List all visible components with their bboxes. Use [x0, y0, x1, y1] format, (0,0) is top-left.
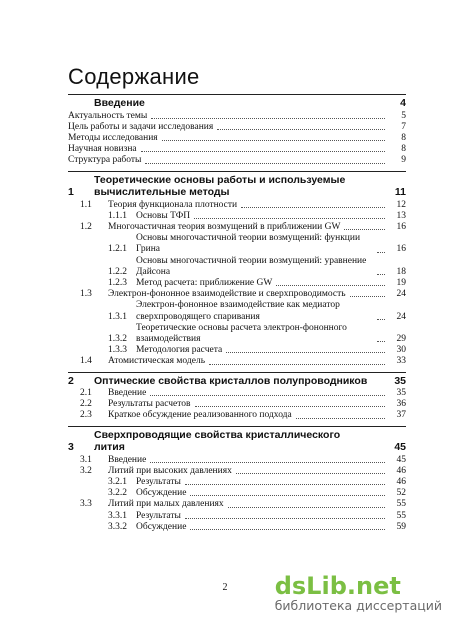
toc-page: 19 [396, 277, 406, 288]
toc-number: 1.3.1 [108, 311, 127, 322]
toc-entry[interactable] [68, 466, 406, 477]
dot-leader [377, 274, 385, 275]
toc-entry[interactable] [68, 345, 406, 356]
toc-title: Основы многочастичной теории возмущений: уравнение Дайсона [136, 255, 369, 277]
dot-leader [195, 406, 386, 407]
toc-number: 2 [68, 374, 74, 387]
toc-number: 3.2.2 [108, 488, 127, 499]
toc-section [68, 426, 406, 533]
toc-page: 35 [394, 374, 406, 387]
toc-page: 12 [396, 199, 406, 210]
dot-leader [194, 218, 385, 219]
toc-page: 33 [396, 356, 406, 367]
toc-page: 9 [401, 155, 406, 166]
toc-entry[interactable] [68, 111, 406, 122]
toc-page: 46 [396, 477, 406, 488]
dot-leader [350, 296, 385, 297]
toc-entry[interactable] [68, 122, 406, 133]
toc-title: Актуальность темы [68, 110, 148, 121]
toc-number: 1.2 [80, 221, 92, 232]
toc-chapter-entry[interactable] [68, 375, 406, 388]
dot-leader [217, 129, 385, 130]
toc-title: Результаты расчетов [108, 399, 191, 410]
toc-title: Введение [94, 97, 145, 109]
toc-page: 5 [401, 110, 406, 121]
toc-title: Краткое обсуждение реализованного подхода [108, 410, 292, 421]
toc-page: 18 [396, 266, 406, 277]
toc-title: Атомистическая модель [108, 356, 206, 367]
toc-page: 45 [394, 441, 406, 454]
toc-number: 2.1 [80, 388, 92, 399]
toc-entry[interactable] [68, 499, 406, 510]
toc-title: Обсуждение [136, 488, 187, 499]
toc-title: Многочастичная теория возмущений в приближении GW [108, 221, 341, 232]
toc-entry[interactable] [68, 488, 406, 499]
toc-section [68, 171, 406, 368]
dot-leader [226, 352, 385, 353]
toc-page: 55 [396, 510, 406, 521]
toc-number: 1 [68, 186, 74, 199]
dot-leader [377, 341, 385, 342]
toc-title: Структура работы [68, 155, 142, 166]
toc-page: 30 [396, 345, 406, 356]
toc-number: 3.1 [80, 454, 92, 465]
toc-number: 1.2.1 [108, 244, 127, 255]
page-number: 2 [222, 582, 228, 593]
dot-leader [190, 529, 385, 530]
toc-page: 24 [396, 289, 406, 300]
toc-entry[interactable] [68, 144, 406, 155]
toc-chapter-entry[interactable] [68, 97, 406, 110]
toc-title: Научная новизна [68, 144, 137, 155]
toc-title: Цель работы и задачи исследования [68, 121, 214, 132]
toc-entry[interactable] [68, 388, 406, 399]
dot-leader [377, 252, 385, 253]
toc-page: 36 [396, 399, 406, 410]
dot-leader [185, 518, 385, 519]
watermark-tagline: библиотека диссертаций [274, 598, 442, 613]
dot-leader [185, 484, 385, 485]
toc-entry[interactable] [68, 477, 406, 488]
toc-entry[interactable] [68, 300, 406, 322]
toc-page: 59 [396, 521, 406, 532]
toc-entry[interactable] [68, 200, 406, 211]
toc-title: Результаты [136, 477, 181, 488]
table-of-contents [68, 94, 406, 533]
dot-leader [241, 207, 385, 208]
dot-leader [209, 364, 385, 365]
toc-page: 8 [401, 132, 406, 143]
toc-title: Электрон-фононное взаимодействие как медиатор сверхпроводящего спаривания [136, 300, 343, 322]
toc-title: Литий при малых давлениях [108, 499, 224, 510]
toc-entry[interactable] [68, 256, 406, 278]
toc-section [68, 94, 406, 167]
toc-page: 4 [400, 97, 406, 109]
toc-page: 55 [396, 499, 406, 510]
toc-title: Оптические свойства кристаллов полупроводников [94, 374, 368, 387]
toc-title: Методы исследования [68, 132, 158, 143]
toc-title: Теория функционала плотности [108, 199, 238, 210]
toc-number: 1.1.1 [108, 210, 127, 221]
toc-number: 3 [68, 441, 74, 454]
dot-leader [190, 495, 385, 496]
toc-page: 35 [396, 388, 406, 399]
toc-page: 29 [396, 333, 406, 344]
toc-number: 1.4 [80, 356, 92, 367]
toc-entry[interactable] [68, 356, 406, 367]
toc-page: 16 [396, 244, 406, 255]
toc-title: Сверхпроводящие свойства кристаллического лития [94, 428, 344, 454]
toc-title: Теоретические основы расчета электрон-фононного взаимодействия [136, 322, 350, 344]
toc-page: 8 [401, 144, 406, 155]
toc-page: 46 [396, 465, 406, 476]
toc-number: 3.3 [80, 499, 92, 510]
dot-leader [296, 418, 385, 419]
toc-title: Введение [108, 388, 147, 399]
toc-number: 1.2.3 [108, 277, 127, 288]
toc-entry[interactable] [68, 278, 406, 289]
toc-number: 2.3 [80, 410, 92, 421]
toc-title: Результаты [136, 510, 181, 521]
toc-entry[interactable] [68, 410, 406, 421]
toc-page: 11 [394, 186, 406, 199]
toc-entry[interactable] [68, 511, 406, 522]
toc-number: 3.3.1 [108, 510, 127, 521]
toc-title: Методология расчета [136, 345, 223, 356]
toc-page: 24 [396, 311, 406, 322]
toc-entry[interactable] [68, 323, 406, 345]
watermark-brand: dsLib.net [274, 572, 401, 600]
toc-page: 45 [396, 454, 406, 465]
toc-title: Электрон-фононное взаимодействие и сверхпроводимость [108, 289, 346, 300]
toc-title: Метод расчета: приближение GW [136, 277, 273, 288]
dot-leader [377, 319, 385, 320]
dot-leader [162, 140, 385, 141]
toc-page: 13 [396, 210, 406, 221]
toc-number: 3.2 [80, 465, 92, 476]
toc-number: 3.3.2 [108, 521, 127, 532]
toc-page: 7 [401, 121, 406, 132]
toc-title: Основы многочастичной теории возмущений: функции Грина [136, 233, 363, 255]
toc-page: 52 [396, 488, 406, 499]
toc-entry[interactable] [68, 233, 406, 255]
toc-page: 37 [396, 410, 406, 421]
watermark [275, 573, 442, 613]
toc-section [68, 372, 406, 422]
toc-title: Литий при высоких давлениях [108, 465, 232, 476]
toc-title: Обсуждение [136, 521, 187, 532]
toc-title: Введение [108, 454, 147, 465]
dot-leader [145, 163, 385, 164]
page-title: Содержание [68, 64, 200, 89]
toc-number: 3.2.1 [108, 477, 127, 488]
toc-entry[interactable] [68, 155, 406, 166]
toc-number: 1.3.2 [108, 333, 127, 344]
toc-number: 1.3.3 [108, 345, 127, 356]
toc-number: 1.2.2 [108, 266, 127, 277]
dot-leader [344, 229, 385, 230]
toc-entry[interactable] [68, 399, 406, 410]
dot-leader [236, 473, 385, 474]
dot-leader [276, 285, 385, 286]
toc-number: 2.2 [80, 399, 92, 410]
toc-entry[interactable] [68, 211, 406, 222]
toc-title: Теоретические основы работы и используемые вычислительные методы [94, 173, 349, 199]
toc-number: 1.3 [80, 289, 92, 300]
toc-number: 1.1 [80, 199, 92, 210]
toc-title: Основы ТФП [136, 210, 191, 221]
dot-leader [141, 151, 385, 152]
toc-entry[interactable] [68, 455, 406, 466]
toc-entry[interactable] [68, 289, 406, 300]
toc-entry[interactable] [68, 133, 406, 144]
toc-entry[interactable] [68, 222, 406, 233]
dot-leader [150, 395, 385, 396]
dot-leader [228, 507, 385, 508]
toc-chapter-entry[interactable] [68, 429, 406, 454]
toc-page: 16 [396, 221, 406, 232]
dot-leader [150, 462, 385, 463]
toc-entry[interactable] [68, 522, 406, 533]
dot-leader [151, 118, 385, 119]
toc-chapter-entry[interactable] [68, 174, 406, 199]
